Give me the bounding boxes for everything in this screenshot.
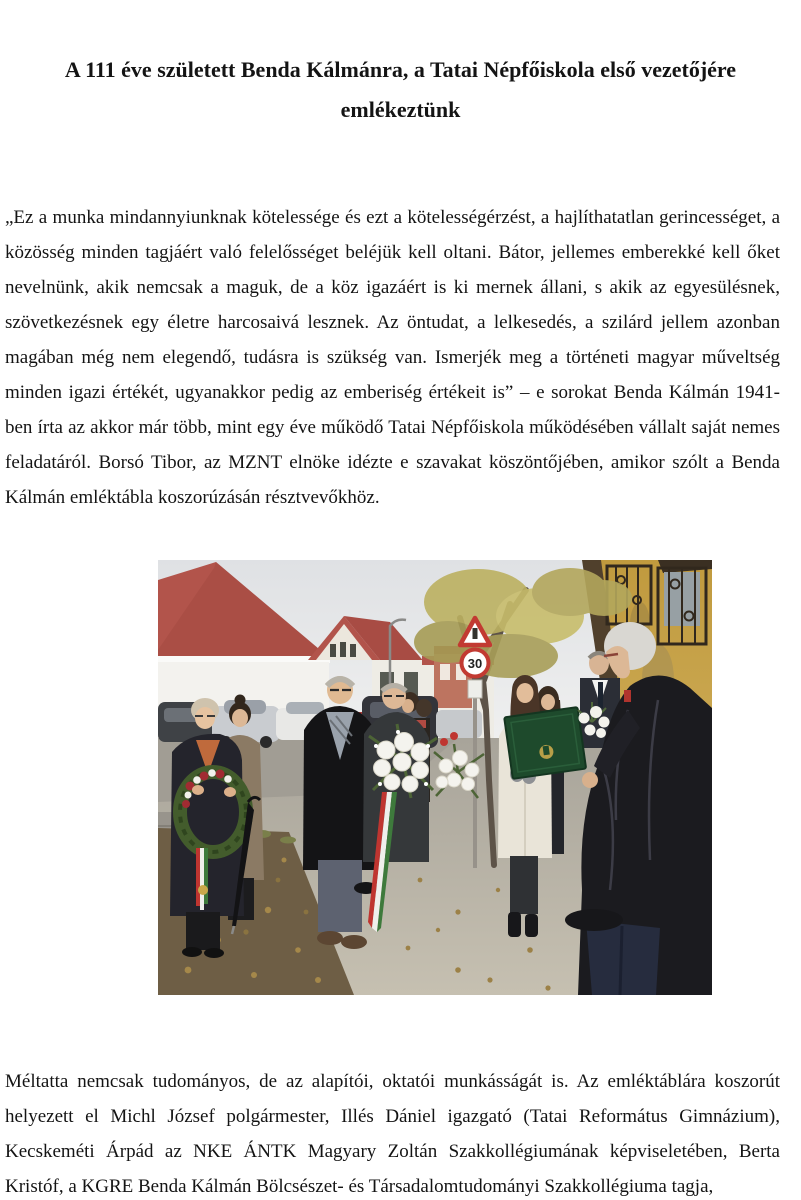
quote-paragraph: „Ez a munka mindannyiunknak kötelessége és ezt a kötelességérzést, a hajlíthatatlan gerincességet, a közösség minden tagjáért való felelősséget beléjük kell oltani. Bátor, jellemes emberekké kell őket nevelnünk, akik nemcsak a maguk, de a köz igazáért is ki mernek állani, s akik az egyesülésnek, szövetkezésnek egy életre harcosaivá lesznek. Az öntudat, a lelkesedés, a szilárd jellem azonban magában még nem elegendő, tudásra is szükség van. Ismerjék meg a történeti magyar műveltség minden igazi értékét, ugyanakkor pedig az emberiség értékeit is” – e sorokat Benda Kálmán 1941-ben írta az akkor már több, mint egy éve működő Tatai Népfőiskola működésében vállalt saját nemes feladatáról. Borsó Tibor, az MZNT elnöke idézte e szavakat köszöntőjében, amikor szólt a Benda Kálmán emléktábla koszorúzásán résztvevőkhöz.: [5, 207, 780, 508]
green-folder: [504, 707, 586, 779]
closing-paragraph: Méltatta nemcsak tudományos, de az alapítói, oktatói munkásságát is. Az emléktáblára koszorút helyezett el Michl József polgármester, Illés Dániel igazgató (Tatai Református Gimnázium), Kecskeméti Árpád az NKE ÁNTK Magyary Zoltán Szakkollégiumának képviseletében, Berta Kristóf, a KGRE Benda Kálmán Bölcsészet- és Társadalomtudományi Szakkollégiuma tagja,: [5, 1071, 780, 1197]
ceremony-photo: [158, 560, 712, 995]
page-title: [8, 50, 793, 130]
wreath-ribbon: [196, 848, 208, 910]
title-line-1: A 111 éve született Benda Kálmánra, a Tatai Népfőiskola első vezetőjére: [64, 56, 737, 82]
speed-limit-value: 30: [467, 656, 483, 671]
speed-limit-sign: [462, 650, 489, 677]
title-line-2: emlékeztünk: [340, 96, 461, 122]
